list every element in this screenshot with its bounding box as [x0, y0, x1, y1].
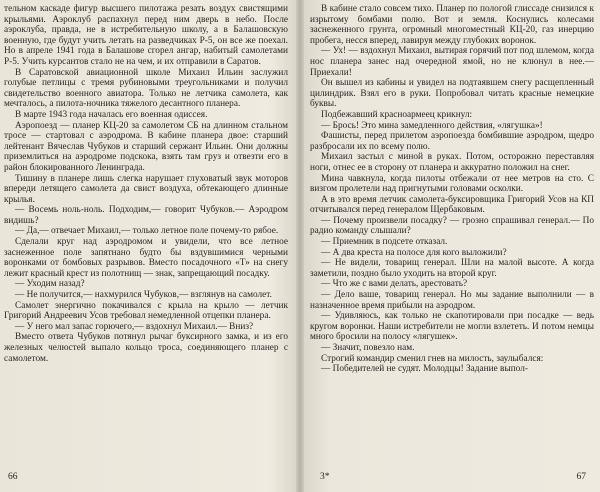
- paragraph: Михаил застыл с миной в руках. Потом, осторожно переставляя ноги, отнес ее в сторону от планера и аккуратно положил на снег.: [310, 152, 594, 173]
- paragraph: Вместо ответа Чубуков потянул рычаг буксирного замка, и из его железных челюстей выпало кольцо троса, соединяющего планер с самолетом.: [4, 332, 288, 364]
- paragraph: Мина чавкнула, когда пилоты отбежали от нее метров на сто. С визгом пролетели над пригнутыми головами осколки.: [310, 173, 594, 195]
- page-number: 67: [576, 472, 586, 482]
- paragraph: — Удивляюсь, как только не скапотировали при посадке — ведь кругом воронки. Наши истребители не могли взлететь. И потом немцы много бросили на полосу «лягушек».: [310, 311, 594, 343]
- paragraph: Он вышел из кабины и увидел на подтаявшем снегу расщепленный цилиндрик. Взял его в руки. Попробовал читать красные немецкие буквы.: [310, 78, 594, 110]
- paragraph: — Не видели, товарищ генерал. Шли на малой высоте. А когда заметили, поздно было уходить на второй круг.: [310, 258, 594, 279]
- paragraph: — Победителей не судят. Молодцы! Задание выпол-: [321, 364, 528, 375]
- book-gutter: [296, 0, 304, 492]
- paragraph: Самолет энергично покачивался с крыла на крыло — летчик Григорий Андреевич Усов требовал немедленной отцепки планера.: [4, 300, 288, 322]
- paragraph: — Не получится,— нахмурился Чубуков,— взглянув на самолет.: [15, 290, 272, 301]
- left-page-text: [4, 4, 288, 459]
- paragraph: В кабине стало совсем тихо. Планер по пологой глиссаде снизился к изрытому бомбами полю. Вот и земля. Коснулись колесами заснеженного грунта, огромный многоместный КЦ-20, газ инерцию пробега, несся вперед, лавируя между глубоких воронок.: [310, 4, 594, 46]
- paragraph: — У него мал запас горючего,— вздохнул Михаил.— Вниз?: [15, 321, 254, 332]
- paragraph: Строгий командир сменил гнев на милость, заулыбался:: [321, 353, 544, 364]
- paragraph: тельном каскаде фигур высшего пилотажа резать воздух свистящими крыльями. Аэроклуб распахнул перед ним дверь в небо. После аэроклуба, правда, не в истребительную школу, а в Балашовскую военную, где будут учить летать на разведчиках Р-5, он все же поехал. Но в апреле 1941 года в Балашове сгорел ангар, набитый самолетами Р-5. Учить курсантов стало не на чем, и их отправили в Саратов.: [4, 4, 288, 67]
- paragraph: — Дело ваше, товарищ генерал. Но мы задание выполнили — в назначенное время прибыли на аэродром.: [310, 290, 594, 311]
- paragraph: Подбежавший красноармеец крикнул:: [321, 109, 473, 120]
- page-number: 66: [8, 472, 18, 482]
- paragraph: — Уходим назад?: [15, 279, 85, 290]
- paragraph: Тишину в планере лишь слегка нарушает глуховатый звук моторов впереди летящего самолета да свист воздуха, обтекающего длинные крылья.: [4, 173, 288, 205]
- paragraph: — Ух! — вздохнул Михаил, вытирая горячий пот под шлемом, когда нос планера занес над очередной ямой, но не клюнул в нее.— Приехали!: [310, 46, 594, 78]
- paragraph: В марте 1943 года началась его военная одиссея.: [15, 109, 208, 120]
- paragraph: — Брось! Это мина замедленного действия, «лягушка»!: [321, 120, 543, 131]
- paragraph: — Почему произвели посадку? — грозно спрашивал генерал.— По радио команду слышали?: [310, 215, 594, 237]
- paragraph: — Что же с вами делать, арестовать?: [321, 279, 468, 290]
- paragraph: Фашисты, перед прилетом аэропоезда бомбившие аэродром, щедро разбросали их по всему полю.: [310, 131, 594, 152]
- paragraph: — Приемник в подсете отказал.: [321, 237, 448, 248]
- right-page: [310, 4, 594, 488]
- paragraph: — Да,— отвечает Михаил,— только летное поле почему-то рябое.: [15, 226, 279, 237]
- right-page-text: [310, 4, 594, 459]
- left-page: [4, 4, 288, 488]
- paragraph: Аэропоезд — планер КЦ-20 за самолетом СБ на длинном стальном тросе — стартовал с аэродрома. В кабине планера двое: старший лейтенант Вячеслав Чубуков и старший сержант Ильин. Они должны приземлиться на аэродроме подскока, взять там груз и отвезти его в район блокированного Ленинграда.: [4, 120, 288, 173]
- paragraph: — Восемь ноль-ноль. Подходим,— говорит Чубуков.— Аэродром видишь?: [4, 205, 288, 226]
- paragraph: Сделали круг над аэродромом и увидели, что все летное заснеженное поле запятнано будто бы вздувшимися черными воронками от бомбовых разрывов. Вместо посадочного «Т» на снегу лежит красный крест из полотнищ — знак, запрещающий посадку.: [4, 237, 288, 279]
- paragraph: — Значит, повезло нам.: [321, 343, 415, 353]
- paragraph: А в это время летчик самолета-буксировщика Григорий Усов на КП отчитывался перед генералом Щербаковым.: [310, 194, 594, 216]
- paragraph: В Саратовской авиационной школе Михаил Ильин заслужил голубые петлицы с тремя рубиновыми треугольниками и получил свидетельство военного авиатора. Только не летчика самолета, как мечталось, а пилота-ночника тяжелого десантного планера.: [4, 67, 288, 110]
- signature-mark: 3*: [320, 472, 330, 482]
- paragraph: — А два креста на полосе для кого выложили?: [321, 247, 507, 258]
